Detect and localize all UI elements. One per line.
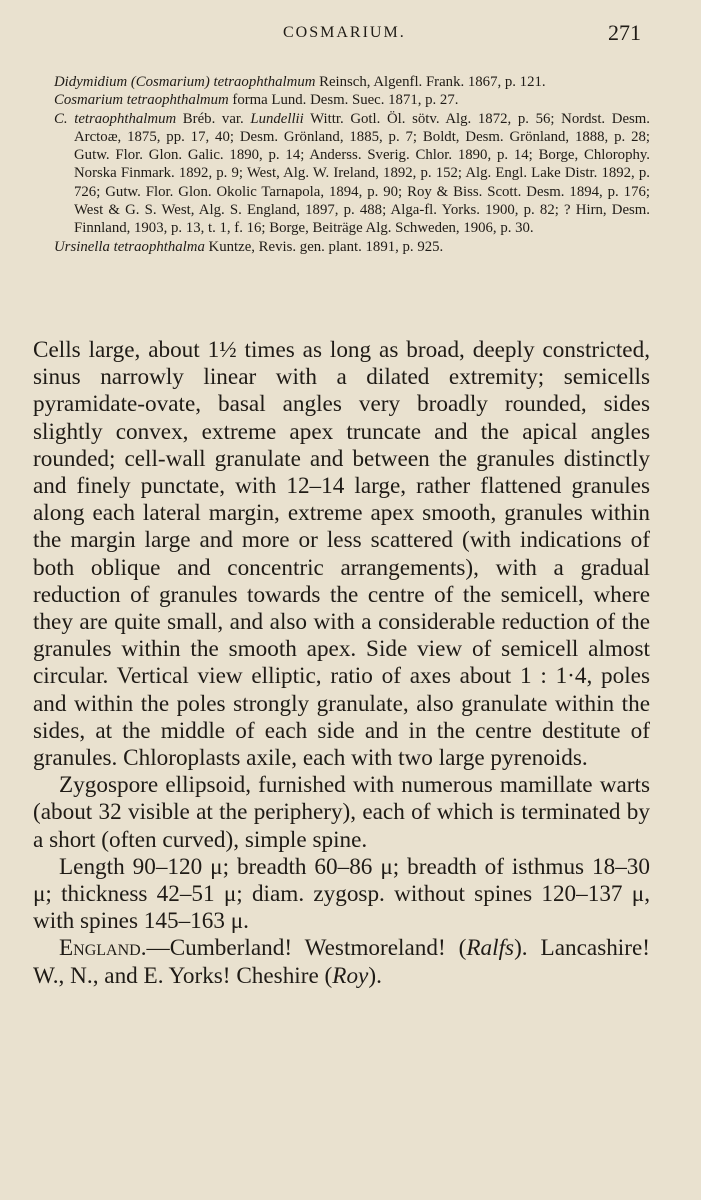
synonym-name: Didymidium (Cosmarium) tetraophthalmum [54, 74, 316, 90]
zygospore-description: Zygospore ellipsoid, furnished with numerous mamillate warts (about 32 visible at the periphery), each of which is terminated by a short (often curved), simple spine. [33, 772, 650, 853]
collector-name: Ralfs [466, 935, 515, 962]
collector-name: Roy [332, 962, 369, 989]
synonym-name: Cosmarium tetraophthalmum [54, 92, 229, 109]
synonym-variety-name: Lundellii [250, 110, 304, 127]
cell-description: Cells large, about 1½ times as long as broad, deeply constricted, sinus narrowly linear with a dilated extremity; semicells pyramidate-ovate, basal angles very broadly rounded, sides slightly convex, extreme apex truncate and the apical angles rounded; cell-wall granulate and between the granules distinctly and finely punctate, with 12–14 large, rather flattened granules along each lateral margin, extreme apex smooth, granules within the margin large and more or less scattered (with indications of both oblique and concentric arrangements), with a gradual reduction of granules towards the centre of the semicell, where they are quite small, and also with a considerable reduction of the granules within the smooth apex. Side view of semicell almost circular. Vertical view elliptic, ratio of axes about 1 : 1·4, poles and within the poles strongly granulate, also granulate within the sides, at the middle of each side and in the centre destitute of granules. Chloroplasts axile, each with two large pyrenoids. [33, 337, 650, 772]
synonym-entry [54, 110, 650, 238]
synonym-citation: Wittr. Gotl. Öl. sötv. Alg. 1872, p. 56; Nordst. Desm. Arctoæ, 1875, pp. 17, 40; Desm. Grönland, 1885, p. 7; Boldt, Desm. Grönland, 1888, p. 28; Gutw. Flor. Glon. Galic. 1890, p. 14; Anderss. Sverig. Chlor. 1890, p. 14; Borge, Chlorophy. Norska Finmark. 1892, p. 9; West, Alg. W. Ireland, 1892, p. 152; Alg. Engl. Lake Distr. 1892, p. 726; Gutw. Flor. Glon. Okolic Tarnapola, 1894, p. 90; Roy & Biss. Scott. Desm. 1894, p. 176; West & G. S. West, Alg. S. England, 1897, p. 488; Alga-fl. Yorks. 1900, p. 82; ? Hirn, Desm. Finnland, 1903, p. 13, t. 1, f. 16; Borge, Beiträge Alg. Schweden, 1906, p. 30. [74, 110, 650, 237]
distribution-text: ). [368, 962, 382, 989]
running-head: COSMARIUM. [283, 24, 406, 41]
synonym-name: C. tetraophthalmum [54, 110, 177, 127]
synonym-entry [54, 91, 650, 109]
synonym-entry [54, 238, 650, 256]
distribution [33, 935, 650, 989]
dimensions: Length 90–120 μ; breadth 60–86 μ; breadth of isthmus 18–30 μ; thickness 42–51 μ; diam. zygosp. without spines 120–137 μ, with spines 145–163 μ. [33, 853, 650, 935]
distribution-text: —Cumberland! Westmoreland! ( [146, 935, 467, 962]
region-label: England. [59, 935, 147, 962]
page-number: 271 [608, 20, 641, 45]
page-header [0, 20, 701, 50]
synonym-citation: Bréb. var. [176, 110, 251, 127]
synonym-citation: forma Lund. Desm. Suec. 1871, p. 27. [228, 92, 459, 109]
distribution-text: ). Lancashire! W., N., and E. Yorks! Cheshire ( [33, 935, 650, 989]
synonym-citation: Kuntze, Revis. gen. plant. 1891, p. 925. [204, 238, 444, 255]
synonym-name: Ursinella tetraophthalma [54, 238, 205, 255]
species-description [33, 337, 650, 990]
synonym-citation: Reinsch, Algenfl. Frank. 1867, p. 121. [315, 74, 546, 90]
synonymy-list [54, 73, 650, 256]
synonym-entry [54, 73, 650, 91]
